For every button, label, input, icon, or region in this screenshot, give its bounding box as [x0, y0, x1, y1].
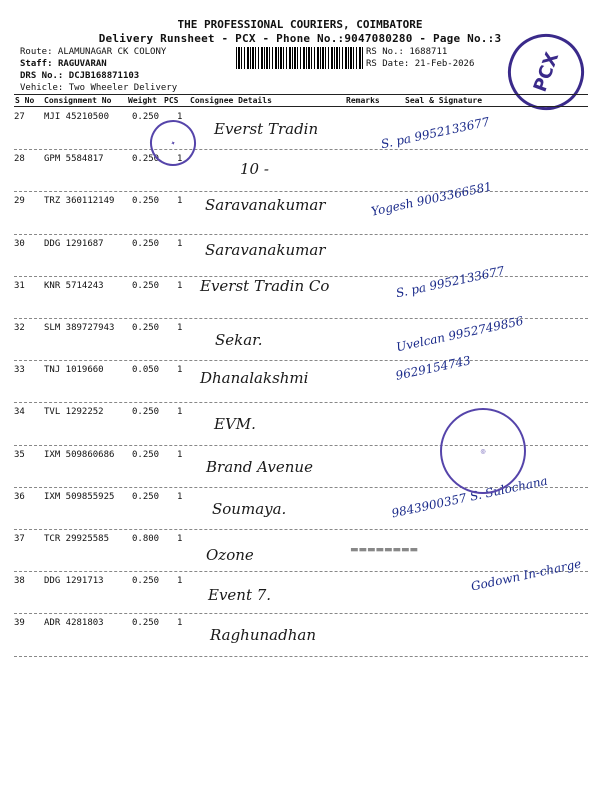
consignee-handwriting: EVM.: [214, 415, 256, 434]
signature-handwriting: S. pa 9952133677: [394, 263, 506, 301]
row-weight: 0.250: [132, 407, 160, 418]
row-weight: 0.250: [132, 323, 160, 333]
row-pcs: 1: [177, 365, 183, 376]
row-weight: 0.050: [132, 365, 160, 376]
consignee-handwriting: Everst Tradin: [214, 120, 319, 138]
drs-label: DRS No.:: [20, 71, 64, 81]
signature-handwriting: 9843900357 S. Sulochana: [390, 473, 549, 521]
consignee-handwriting: Saravanakumar: [205, 240, 326, 259]
row-sno: 34: [14, 407, 25, 418]
row-sno: 36: [14, 491, 25, 502]
row-sno: 37: [14, 534, 25, 544]
row-pcs: 1: [177, 196, 183, 207]
signature-handwriting: Yogesh 9003366581: [369, 179, 494, 220]
col-remarks: Remarks: [346, 96, 380, 105]
row-pcs: 1: [177, 618, 183, 629]
row-weight: 0.250: [132, 449, 160, 460]
consignee-handwriting: Brand Avenue: [206, 457, 313, 476]
header-rule-top: [14, 94, 588, 95]
col-weight: Weight: [128, 96, 157, 105]
row-sno: 32: [14, 323, 25, 333]
row-pcs: 1: [177, 534, 183, 544]
row-sno: 31: [14, 280, 25, 291]
row-consignment: IXM 509855925: [44, 491, 115, 502]
row-sno: 38: [14, 576, 25, 587]
consignee-handwriting: Soumaya.: [212, 499, 287, 518]
consignee-handwriting: 10 -: [240, 160, 269, 179]
row-consignment: MJI 45210500: [44, 112, 110, 122]
row-weight: 0.250: [132, 280, 160, 291]
row-weight: 0.250: [132, 238, 160, 249]
col-pcs: PCS: [164, 96, 179, 105]
staff-line: [20, 59, 107, 69]
row-consignment: ADR 4281803: [44, 618, 104, 629]
row-sno: 30: [14, 238, 25, 249]
row-weight: 0.250: [132, 196, 160, 207]
row-weight: 0.800: [132, 534, 160, 544]
row-sno: 28: [14, 154, 25, 165]
vehicle-text: Vehicle: Two Wheeler Delivery: [20, 83, 178, 93]
company-title: THE PROFESSIONAL COURIERS, COIMBATORE: [177, 18, 423, 31]
row-weight: 0.250: [132, 576, 160, 587]
signature-handwriting: Godown In-charge: [469, 556, 583, 594]
drs-number: DCJB168871103: [68, 71, 140, 81]
signature-handwriting: S. pa 9952133677: [379, 114, 491, 152]
row-weight: 0.250: [132, 491, 160, 502]
row-pcs: 1: [177, 323, 183, 333]
row-weight: 0.250: [132, 154, 160, 165]
row-consignment: DDG 1291687: [44, 238, 104, 249]
row-consignment: SLM 389727943: [44, 323, 115, 333]
col-sno: S No: [15, 96, 35, 105]
signature-handwriting: 9629154743: [394, 353, 472, 383]
col-consignee: Consignee Details: [190, 96, 272, 105]
staff-name: RAGUVARAN: [57, 59, 107, 69]
row-sno: 29: [14, 196, 25, 207]
row-pcs: 1: [177, 449, 183, 460]
col-seal: Seal & Signature: [405, 96, 483, 105]
row-pcs: 1: [177, 407, 183, 418]
rs-number: RS No.: 1688711: [366, 47, 448, 57]
header-rule-bottom: [14, 106, 588, 107]
consignee-handwriting: Ozone: [206, 546, 254, 564]
row-divider: [14, 656, 588, 657]
row-pcs: 1: [177, 491, 183, 502]
row-weight: 0.250: [132, 112, 160, 122]
faded-stamp-text: ▬▬▬▬▬▬▬▬: [350, 545, 419, 555]
megha-deals-stamp: ◎: [440, 408, 526, 494]
route-text: Route: ALAMUNAGAR CK COLONY: [20, 47, 167, 57]
row-pcs: 1: [177, 280, 183, 291]
row-consignment: TVL 1292252: [44, 407, 104, 418]
row-pcs: 1: [177, 154, 183, 165]
rs-date: RS Date: 21-Feb-2026: [366, 59, 475, 69]
drs-line: [20, 71, 139, 81]
row-consignment: KNR 5714243: [44, 280, 104, 291]
row-consignment: TRZ 360112149: [44, 196, 115, 207]
consignee-handwriting: Dhanalakshmi: [200, 369, 309, 388]
runsheet-subtitle: Delivery Runsheet - PCX - Phone No.:9047080280 - Page No.:3: [98, 32, 502, 45]
row-pcs: 1: [177, 238, 183, 249]
row-consignment: GPM 5584817: [44, 154, 104, 165]
barcode: [236, 47, 364, 69]
row-consignment: IXM 509860686: [44, 449, 115, 460]
row-pcs: 1: [177, 112, 183, 122]
signature-handwriting: Uvelcan 9952749856: [394, 313, 525, 355]
row-consignment: TNJ 1019660: [44, 365, 104, 376]
consignee-handwriting: Everst Tradin Co: [200, 276, 330, 295]
row-consignment: TCR 29925585: [44, 534, 110, 544]
row-consignment: DDG 1291713: [44, 576, 104, 587]
row-pcs: 1: [177, 576, 183, 587]
table-row: [14, 530, 588, 572]
consignee-handwriting: Event 7.: [208, 586, 272, 605]
row-sno: 33: [14, 365, 25, 376]
consignee-handwriting: Sekar.: [215, 331, 263, 349]
row-weight: 0.250: [132, 618, 160, 629]
consignee-handwriting: Saravanakumar: [205, 196, 326, 215]
table-row: [14, 150, 588, 192]
col-consignment: Consignment No: [44, 96, 112, 105]
staff-label: Staff:: [20, 59, 53, 69]
row-sno: 39: [14, 618, 25, 629]
row-sno: 35: [14, 449, 25, 460]
round-stamp-row28: ✦: [145, 115, 201, 171]
consignee-handwriting: Raghunadhan: [210, 626, 316, 645]
pcx-stamp: PCX: [497, 23, 594, 120]
row-sno: 27: [14, 112, 25, 122]
